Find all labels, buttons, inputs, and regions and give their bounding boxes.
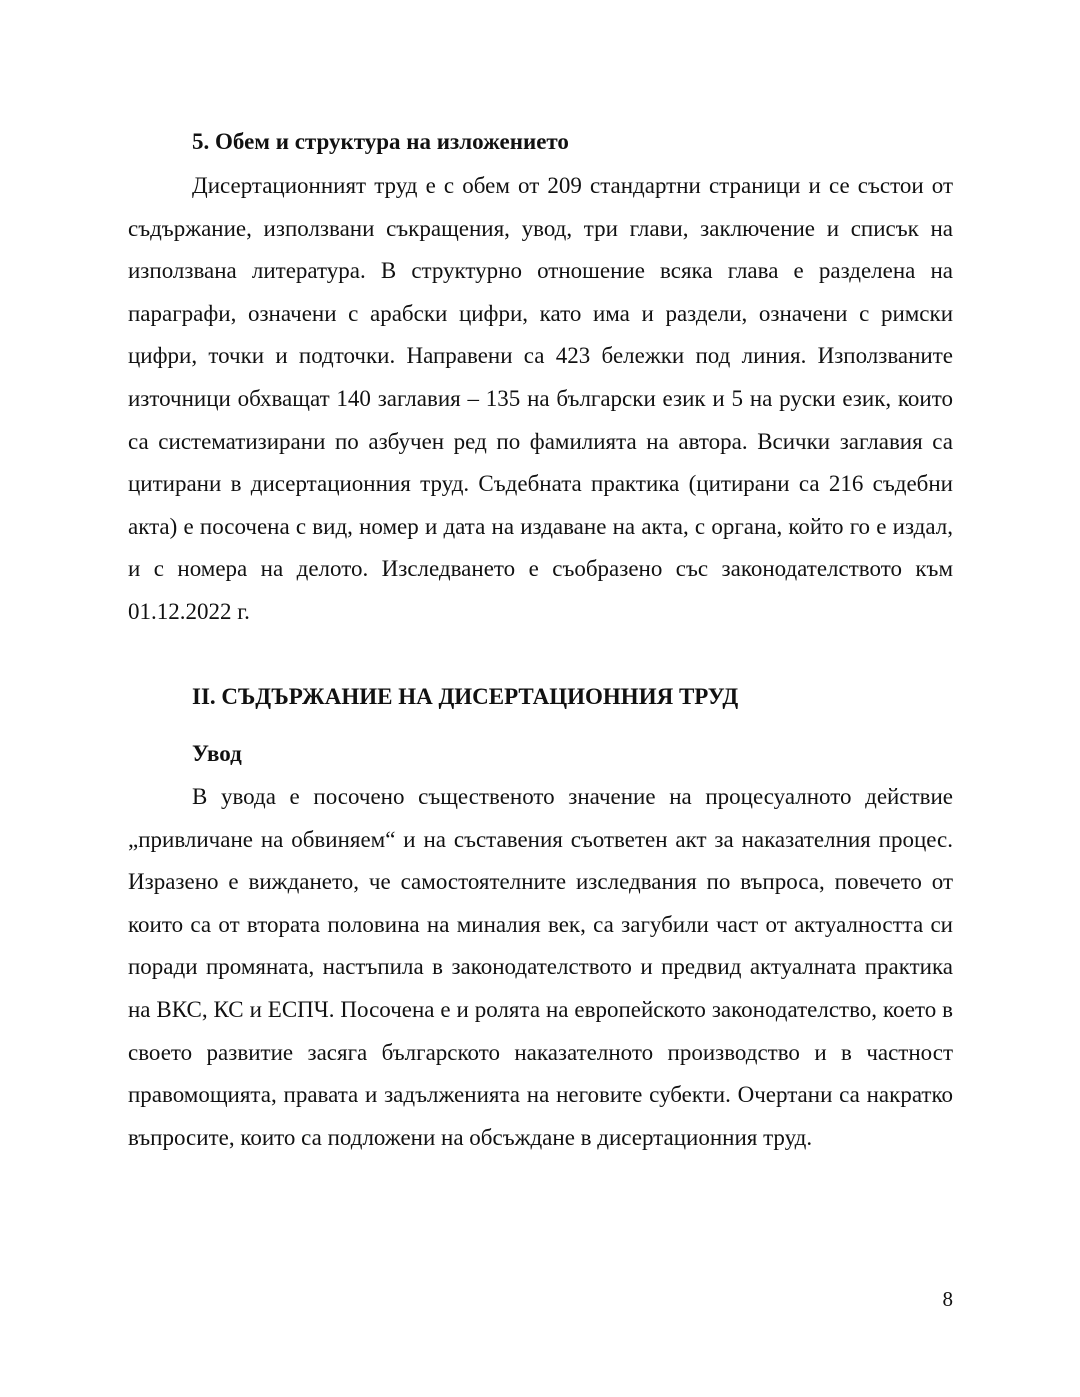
section-heading-volume-structure: 5. Обем и структура на изложението — [192, 129, 569, 154]
paragraph-introduction: В увода е посочено същественото значение на процесуалното действие „привличане на обвиняем“ и на съставения съответен акт за наказателния процес. Изразено е виждането, че самостоятелните изследвания по въпроса, повечето от които са от втората половина на миналия век, са загубили част от актуалността си поради промяната, настъпила в законодателството и предвид актуалната практика на ВКС, КС и ЕСПЧ. Посочена е и ролята на европейското законодателство, което в своето развитие засяга българското наказателното производство и в частност правомощията, правата и задълженията на неговите субекти. Очертани са накратко въпросите, които са подложени на обсъждане в дисертационния труд. — [128, 784, 953, 1150]
page-number: 8 — [942, 1287, 953, 1311]
section-heading-introduction: Увод — [192, 741, 242, 766]
paragraph-volume-structure: Дисертационният труд е с обем от 209 стандартни страници и се състои от съдържание, използвани съкращения, увод, три глави, заключение и списък на използвана литература. В структурно отношение всяка глава е разделена на параграфи, означени с арабски цифри, като има и раздели, означени с римски цифри, точки и подточки. Направени са 423 бележки под линия. Използваните източници обхващат 140 заглавия – 135 на български език и 5 на руски език, които са систематизирани по азбучен ред по фамилията на автора. Всички заглавия са цитирани в дисертационния труд. Съдебната практика (цитирани са 216 съдебни акта) е посочена с вид, номер и дата на издаване на акта, с органа, който го е издал, и с номера на делото. Изследването е съобразено със законодателството към 01.12.2022 г. — [128, 173, 953, 624]
chapter-heading-dissertation-content: II. СЪДЪРЖАНИЕ НА ДИСЕРТАЦИОННИЯ ТРУД — [192, 684, 739, 709]
